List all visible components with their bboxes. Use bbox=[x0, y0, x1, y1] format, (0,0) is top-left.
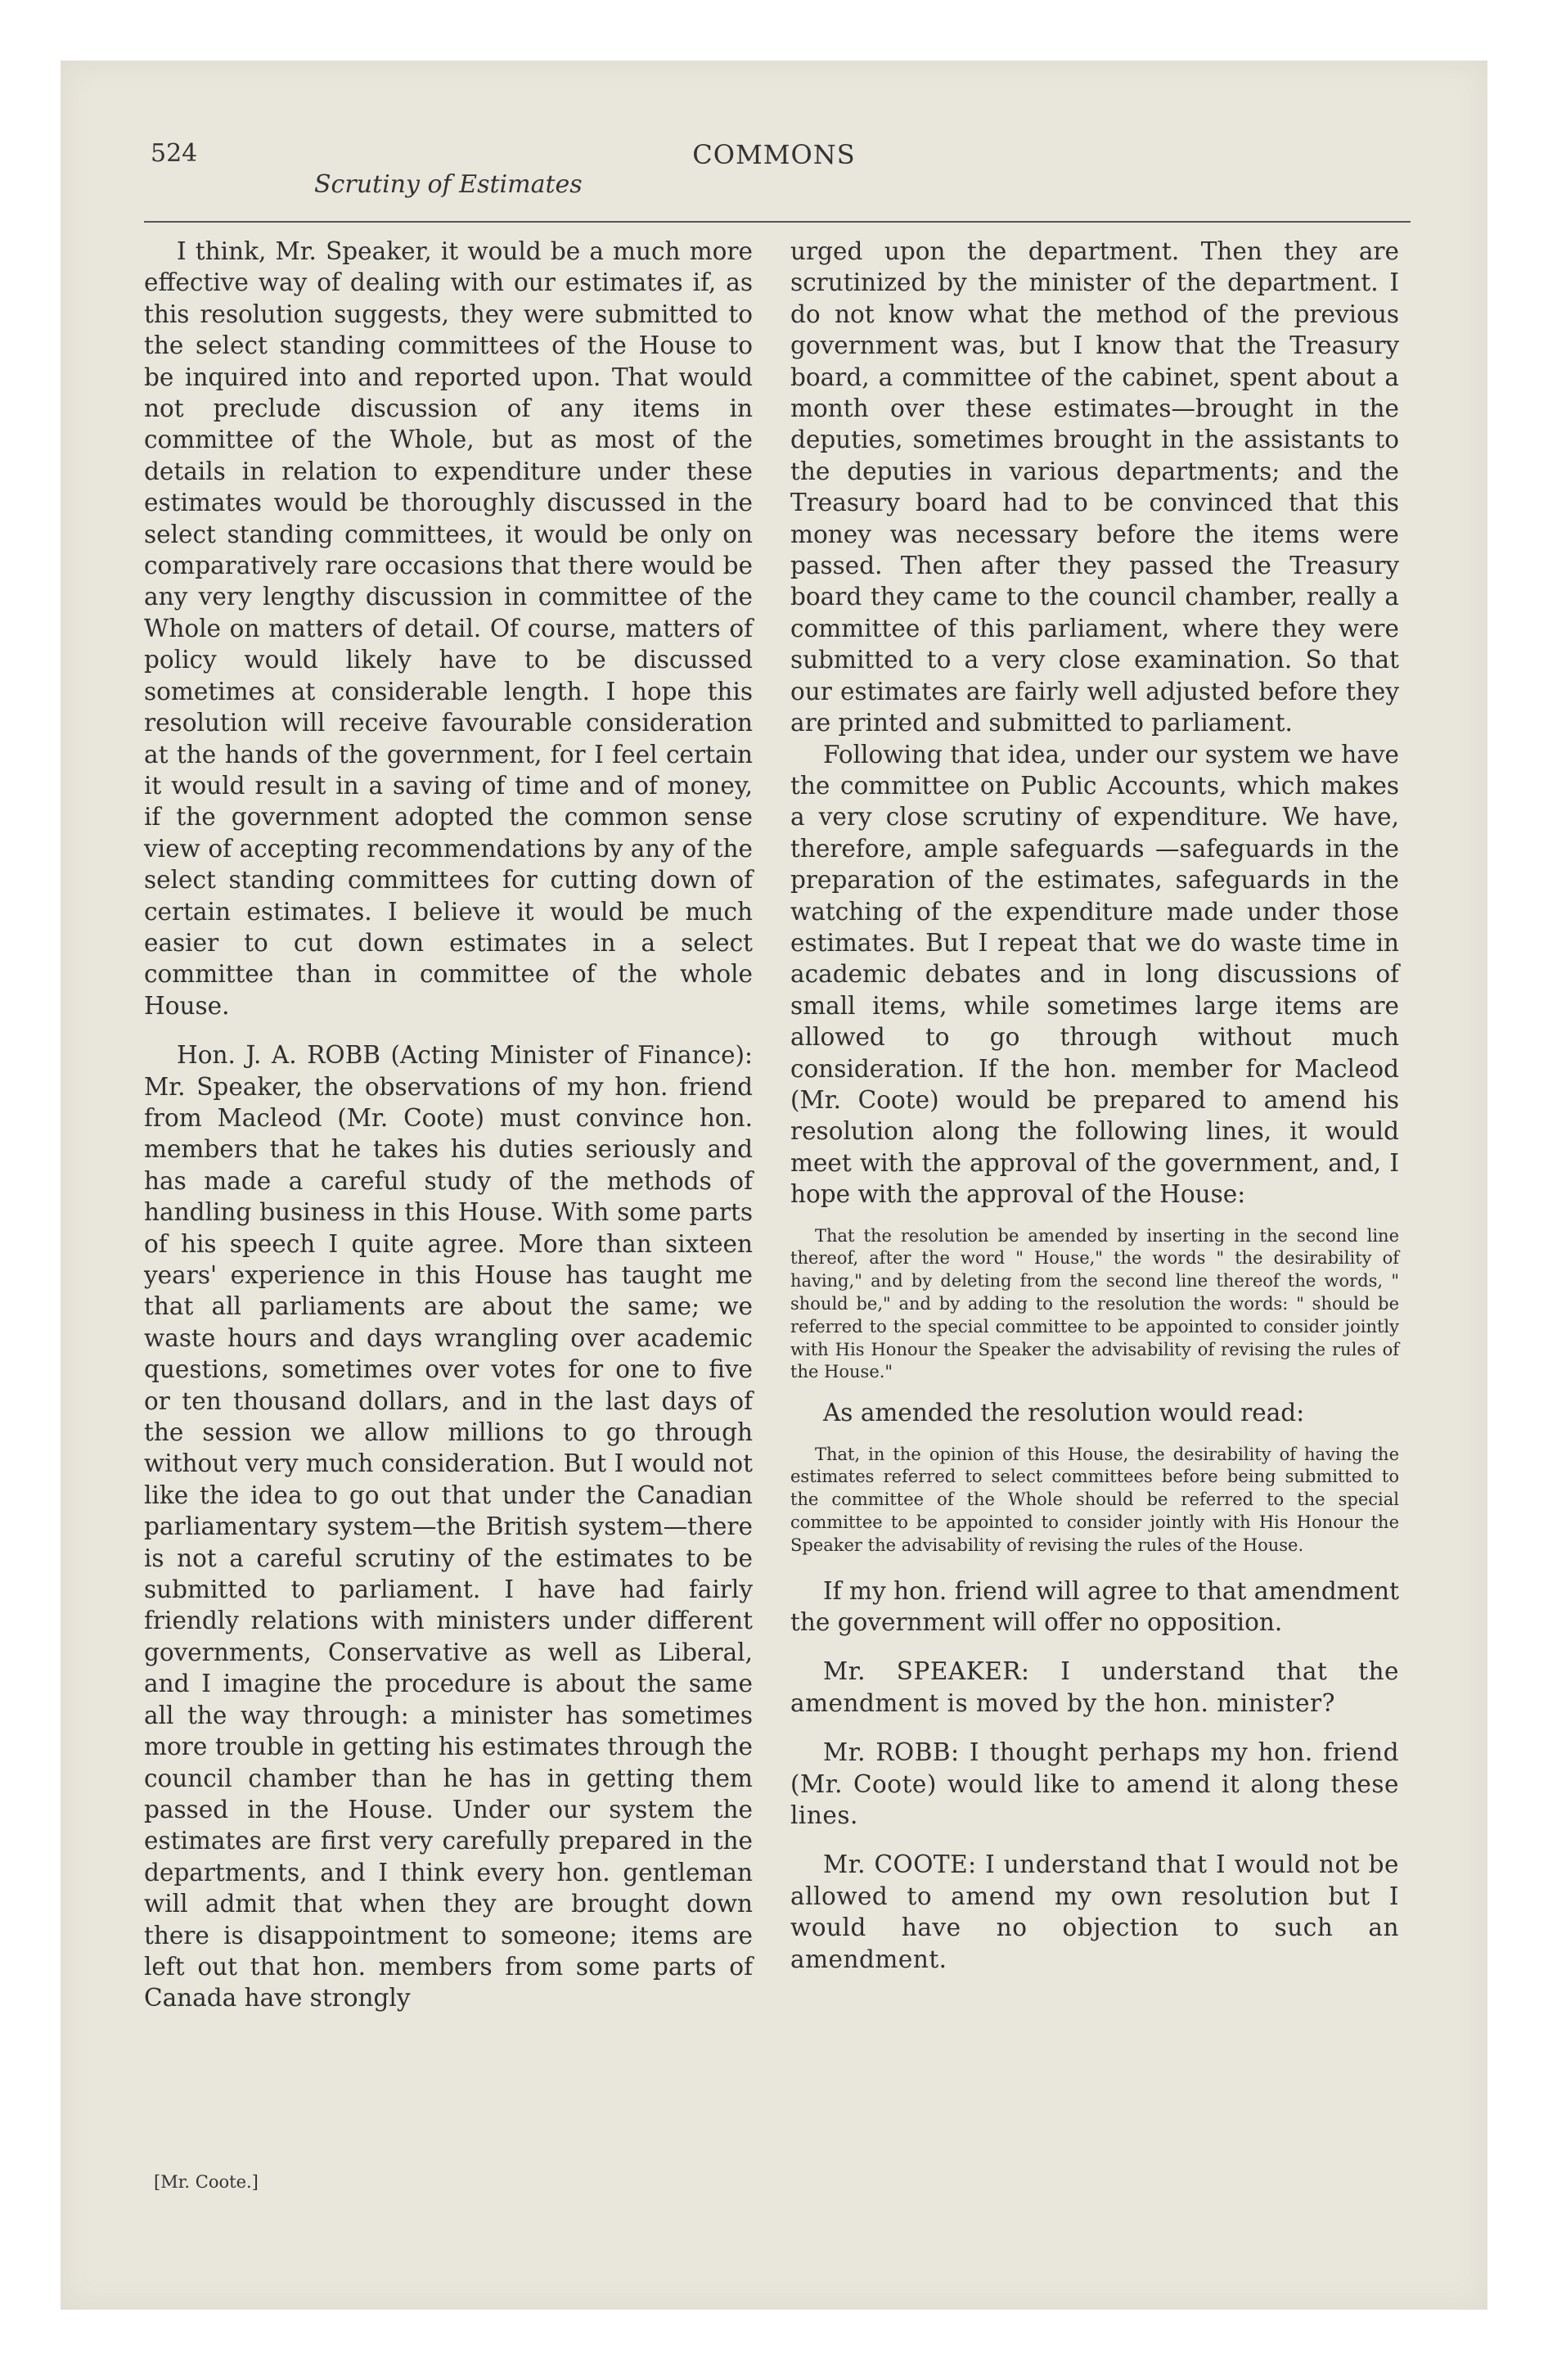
paragraph: Following that idea, under our system we have the committee on Public Accounts, which makes a very close scrutiny of expenditure. We have, therefore, ample safeguards —safeguards in the preparation of the estimates, safeguards in the watching of the expenditure made under those estimates. But I repeat that we do waste time in academic debates and in long discussions of small items, while sometimes large items are allowed to go through without much consideration. If the hon. member for Macleod (Mr. Coote) would be prepared to amend his resolution along the following lines, it would meet with the approval of the government, and, I hope with the approval of the House: bbox=[790, 740, 1399, 1209]
running-head: COMMONS bbox=[692, 139, 856, 170]
amendment-text: That the resolution be amended by inserting in the second line thereof, after the word " House," the words " the desirability of having," and by deleting from the second line thereof the words, " should be," and by adding to the resolution the words: " should be referred to the special committee to be appointed to consider jointly with His Honour the Speaker the advisability of revising the rules of the House." bbox=[790, 1225, 1399, 1382]
paragraph: I think, Mr. Speaker, it would be a much more effective way of dealing with our estimates if, as this resolution suggests, they were submitted to the select standing committees of the House to be inquired into and reported upon. That would not preclude discussion of any items in committee of the Whole, but as most of the details in relation to expenditure under these estimates would be thoroughly discussed in the select standing committees, it would be only on comparatively rare occasions that there would be any very lengthy discussion in committee of the Whole on matters of detail. Of course, matters of policy would likely have to be discussed sometimes at considerable length. I hope this resolution will receive favourable consideration at the hands of the government, for I feel certain it would result in a saving of time and of money, if the government adopted the common sense view of accepting recommendations by any of the select standing committees for cutting down of certain estimates. I believe it would be much easier to cut down estimates in a select committee than in committee of the whole House. bbox=[144, 237, 753, 1020]
page-number: 524 bbox=[151, 139, 198, 168]
left-column bbox=[144, 236, 753, 2014]
coote-remark: Mr. COOTE: I understand that I would not be allowed to amend my own resolution but I would have no objection to such an amendment. bbox=[790, 1850, 1399, 1973]
paragraph: As amended the resolution would read: bbox=[823, 1399, 1305, 1427]
robb-remark: Mr. ROBB: I thought perhaps my hon. friend (Mr. Coote) would like to amend it along these lines. bbox=[790, 1738, 1399, 1829]
amended-resolution-quote bbox=[790, 1444, 1399, 1557]
header-rule bbox=[144, 221, 1411, 223]
amendment-quote bbox=[790, 1225, 1399, 1385]
section-subtitle: Scrutiny of Estimates bbox=[314, 170, 583, 199]
paragraph-continued: urged upon the department. Then they are scrutinized by the minister of the department. I do not know what the method of the previous government was, but I know that the Treasury board, a committee of the cabinet, spent about a month over these estimates—brought in the deputies, sometimes brought in the assistants to the deputies in various departments; and the Treasury board had to be convinced that this money was necessary before the items were passed. Then after they passed the Treasury board they came to the council chamber, really a committee of this parliament, where they were submitted to a very close examination. So that our estimates are fairly well adjusted before they are printed and submitted to parliament. bbox=[790, 237, 1399, 737]
speaker-remark: Mr. SPEAKER: I understand that the amendment is moved by the hon. minister? bbox=[790, 1657, 1399, 1717]
footer-note: [Mr. Coote.] bbox=[154, 2172, 259, 2192]
paragraph: If my hon. friend will agree to that amendment the government will offer no opposition. bbox=[790, 1576, 1399, 1636]
paragraph-robb-speech: Hon. J. A. ROBB (Acting Minister of Finance): Mr. Speaker, the observations of my hon. friend from Macleod (Mr. Coote) must convince hon. members that he takes his duties seriously and has made a careful study of the methods of handling business in this House. With some parts of his speech I quite agree. More than sixteen years' experience in this House has taught me that all parliaments are about the same; we waste hours and days wrangling over academic questions, sometimes over votes for one to five or ten thousand dollars, and in the last days of the session we allow millions to go through without very much consideration. But I would not like the idea to go out that under the Canadian parliamentary system—the British system—there is not a careful scrutiny of the estimates to be submitted to parliament. I have had fairly friendly relations with ministers under different governments, Conservative as well as Liberal, and I imagine the procedure is about the same all the way through: a minister has sometimes more trouble in getting his estimates through the council chamber than he has in getting them passed in the House. Under our system the estimates are first very carefully prepared in the departments, and I think every hon. gentleman will admit that when they are brought down there is disappointment to someone; items are left out that hon. members from some parts of Canada have strongly bbox=[144, 1041, 753, 2013]
amended-resolution-text: That, in the opinion of this House, the desirability of having the estimates referred to select committees before being submitted to the committee of the Whole should be referred to the special committee to be appointed to consider jointly with His Honour the Speaker the advisability of revising the rules of the House. bbox=[790, 1444, 1399, 1555]
right-column bbox=[790, 236, 1399, 1975]
